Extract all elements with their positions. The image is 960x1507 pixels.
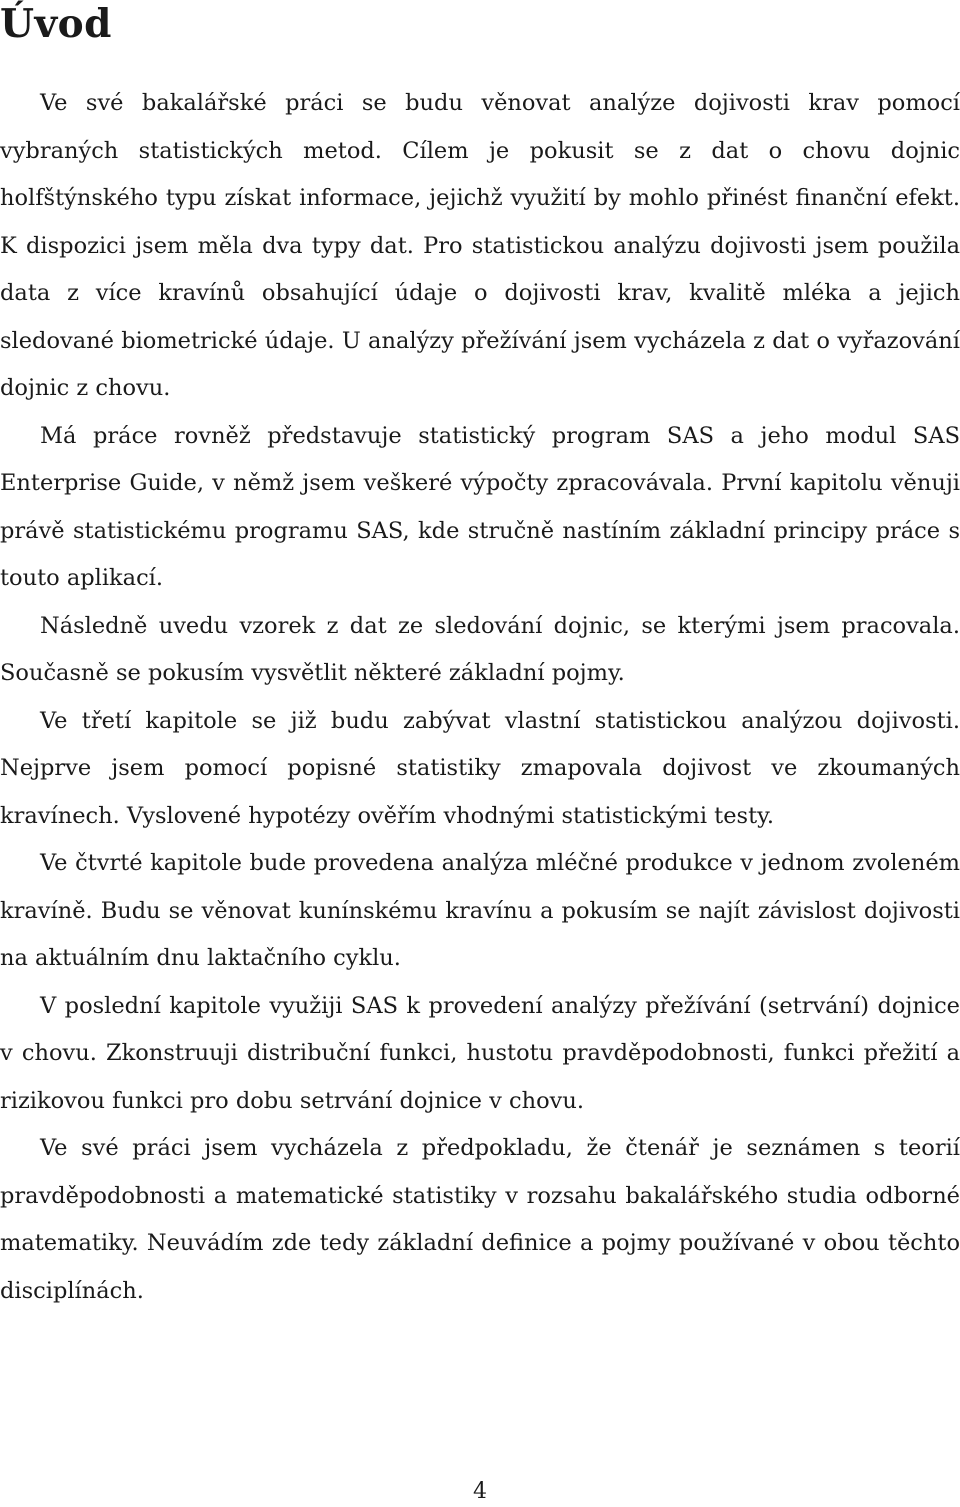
chapter-body <box>0 80 960 1315</box>
paragraph-last-chapter: V poslední kapitole využiji SAS k provedení analýzy přežívání (setrvání) dojnice v chovu. Zkonstruuji distribuční funkci, hustotu pravděpodobnosti, funkci přežití a rizikovou funkci pro dobu setrvání dojnice v chovu. <box>0 992 960 1114</box>
paragraph-intro: Ve své bakalářské práci se budu věnovat analýze dojivosti krav pomocí vybraných statistických metod. Cílem je pokusit se z dat o chovu dojnic holfštýnského typu získat informace, jejichž využití by mohlo přinést finanční efekt. K dispozici jsem měla dva typy dat. Pro statistickou analýzu dojivosti jsem použila data z více kravínů obsahující údaje o dojivosti krav, kvalitě mléka a jejich sledované biometrické údaje. U analýzy přežívání jsem vycházela z dat o vyřazování dojnic z chovu. <box>0 90 960 401</box>
paragraph-data-sample: Následně uvedu vzorek z dat ze sledování dojnic, se kterými jsem pracovala. Současně se pokusím vysvětlit některé základní pojmy. <box>0 612 960 686</box>
paragraph-chapter-three: Ve třetí kapitole se již budu zabývat vlastní statistickou analýzou dojivosti. Nejprve jsem pomocí popisné statistiky zmapovala dojivost ve zkoumaných kravínech. Vyslovené hypotézy ověřím vhodnými statistickými testy. <box>0 707 960 829</box>
paragraph-chapter-four: Ve čtvrté kapitole bude provedena analýza mléčné produkce v jednom zvoleném kravíně. Budu se věnovat kunínskému kravínu a pokusím se najít závislost dojivosti na aktuálním dnu laktačního cyklu. <box>0 850 960 971</box>
chapter-title: Úvod <box>0 1 112 47</box>
paragraph-assumptions: Ve své práci jsem vycházela z předpokladu, že čtenář je seznámen s teorií pravděpodobnosti a matematické statistiky v rozsahu bakalářského studia odborné matematiky. Neuvádím zde tedy základní definice a pojmy používané v obou těchto disciplínách. <box>0 1135 960 1304</box>
page-number: 4 <box>473 1479 487 1504</box>
paragraph-sas-program: Má práce rovněž představuje statistický program SAS a jeho modul SAS Enterprise Guide, v němž jsem veškeré výpočty zpracovávala. První kapitolu věnuji právě statistickému programu SAS, kde stručně nastíním základní principy práce s touto aplikací. <box>0 422 960 591</box>
